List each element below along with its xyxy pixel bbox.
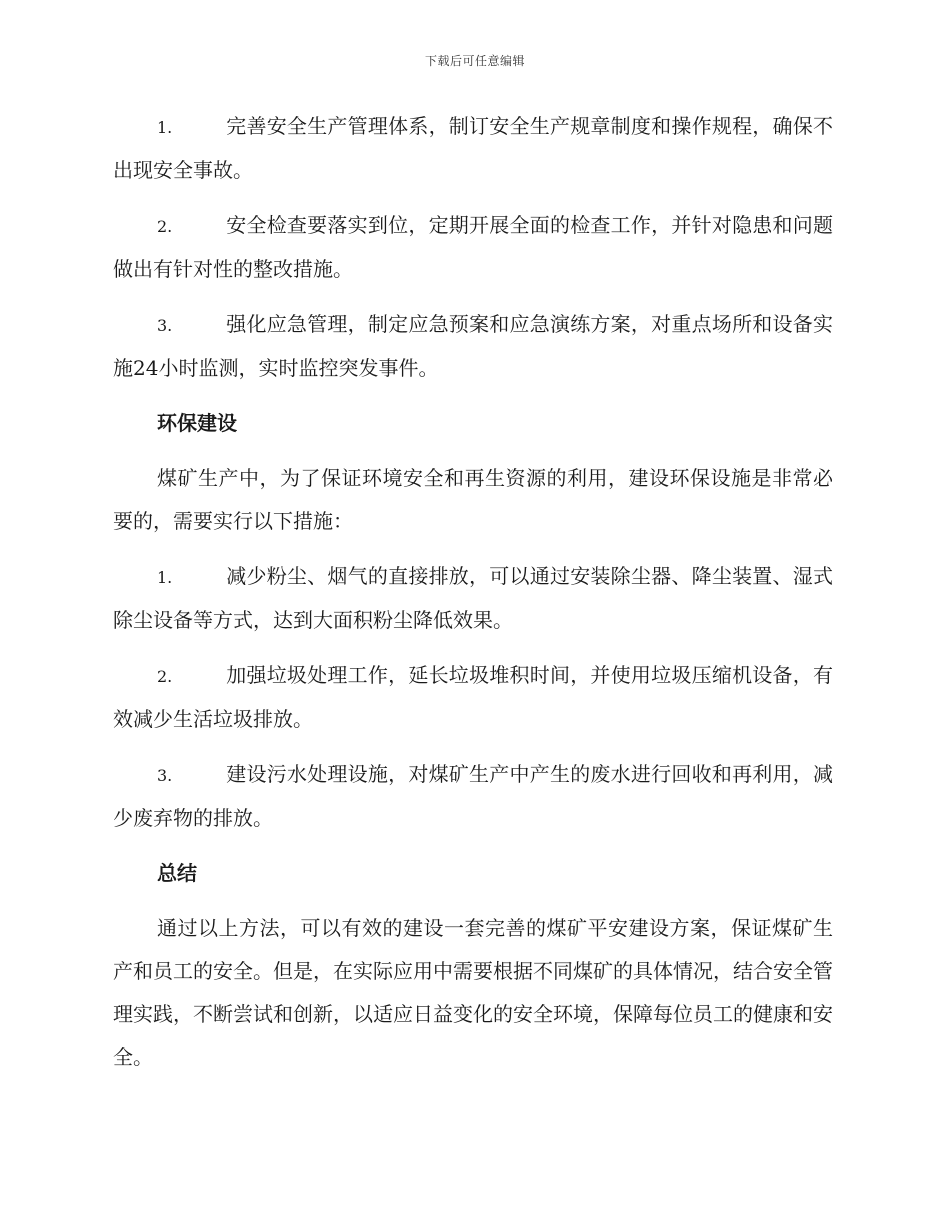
- list-item-text: 加强垃圾处理工作，延长垃圾堆积时间，并使用垃圾压缩机设备，有效减少生活垃圾排放。: [113, 663, 833, 731]
- list-item-text: 强化应急管理，制定应急预案和应急演练方案，对重点场所和设备实施24小时监测，实时监控突发事件。: [113, 312, 833, 380]
- summary-section-heading: 总结: [157, 861, 197, 885]
- document-body: [113, 105, 833, 1091]
- page-header: 下载后可任意编辑: [424, 54, 525, 68]
- list-number: 2.: [157, 217, 173, 236]
- list-number: 2.: [157, 667, 173, 686]
- env-item-2: [113, 654, 833, 741]
- safety-item-3: [113, 303, 833, 390]
- safety-item-1: [113, 105, 833, 192]
- list-item-text: 安全检查要落实到位，定期开展全面的检查工作，并针对隐患和问题做出有针对性的整改措施。: [113, 213, 833, 281]
- safety-item-2: [113, 204, 833, 291]
- list-number: 3.: [157, 316, 173, 335]
- summary-paragraph: 通过以上方法，可以有效的建设一套完善的煤矿平安建设方案，保证煤矿生产和员工的安全。但是，在实际应用中需要根据不同煤矿的具体情况，结合安全管理实践，不断尝试和创新，以适应日益变化的安全环境，保障每位员工的健康和安全。: [113, 916, 833, 1069]
- env-section-heading: 环保建设: [157, 411, 237, 435]
- env-item-3: [113, 753, 833, 840]
- env-section-intro: 煤矿生产中，为了保证环境安全和再生资源的利用，建设环保设施是非常必要的，需要实行以下措施：: [113, 466, 833, 533]
- list-number: 3.: [157, 766, 173, 785]
- list-number: 1.: [157, 118, 173, 137]
- list-number: 1.: [157, 568, 173, 587]
- list-item-text: 减少粉尘、烟气的直接排放，可以通过安装除尘器、降尘装置、湿式除尘设备等方式，达到大面积粉尘降低效果。: [113, 564, 833, 632]
- list-item-text: 完善安全生产管理体系，制订安全生产规章制度和操作规程，确保不出现安全事故。: [113, 114, 833, 182]
- env-item-1: [113, 555, 833, 642]
- list-item-text: 建设污水处理设施，对煤矿生产中产生的废水进行回收和再利用，减少废弃物的排放。: [113, 762, 833, 830]
